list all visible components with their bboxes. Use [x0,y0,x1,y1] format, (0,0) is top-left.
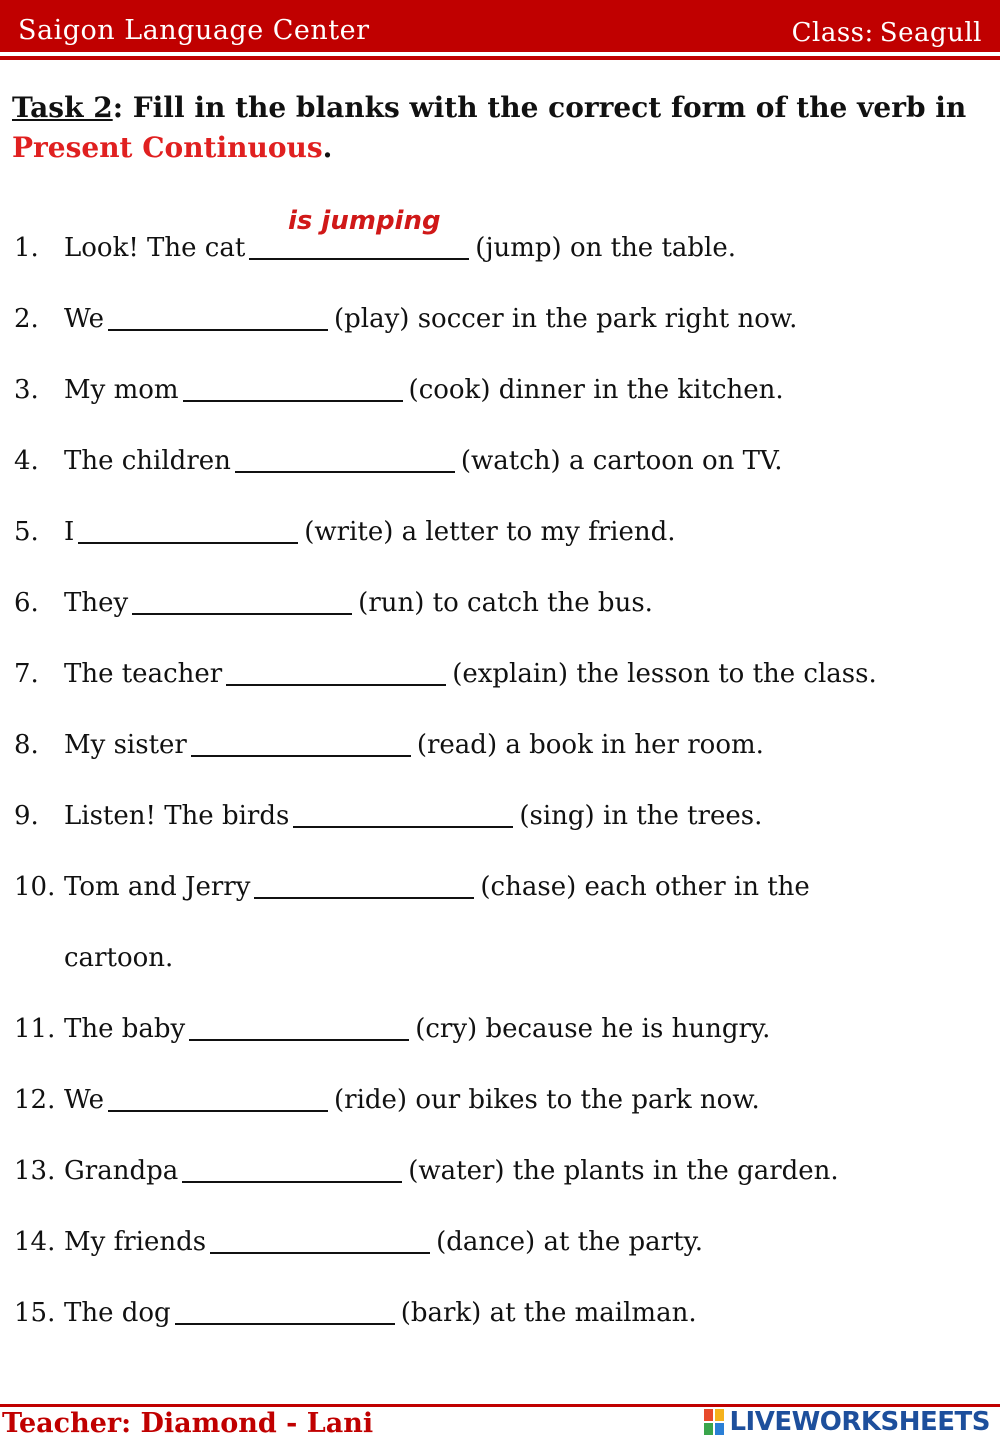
answer-blank[interactable] [108,301,328,331]
class-info [786,18,982,48]
item-text-after: (write) a letter to my friend. [304,517,676,547]
list-item [14,796,974,836]
item-text-before: Grandpa [64,1156,179,1186]
item-text-after: (chase) each other in the [480,872,810,902]
item-text-before: The children [64,446,231,476]
item-text-after: (water) the plants in the garden. [408,1156,839,1186]
item-number: 7. [14,659,39,689]
item-text-after: (sing) in the trees. [519,801,763,831]
item-number: 13. [14,1156,56,1186]
answer-blank[interactable] [175,1295,395,1325]
item-text-before: Tom and Jerry [64,872,251,902]
list-item [14,1009,974,1049]
item-number: 15. [14,1298,56,1328]
list-item [14,1080,974,1120]
task-label: Task 2 [12,91,113,124]
item-number: 4. [14,446,39,476]
item-text-after: (jump) on the table. [475,233,737,263]
answer-blank[interactable] [189,1011,409,1041]
item-number: 9. [14,801,39,831]
answer-blank[interactable] [254,869,474,899]
item-number: 8. [14,730,39,760]
class-name: Seagull [879,18,982,48]
item-text-before: Listen! The birds [64,801,290,831]
list-item [14,583,974,623]
item-text-before: The dog [64,1298,171,1328]
header-bar [0,0,1000,52]
list-item [14,206,974,268]
answer-blank[interactable] [226,656,446,686]
item-text-before: The baby [64,1014,186,1044]
list-item [14,370,974,410]
item-text-after: (cry) because he is hungry. [415,1014,771,1044]
item-text-before: We [64,1085,104,1115]
item-text-before: We [64,304,104,334]
class-label: Class: [791,18,874,48]
item-text-before: My friends [64,1227,207,1257]
item-text-continuation: cartoon. [64,943,174,973]
list-item [14,654,974,694]
item-number: 5. [14,517,39,547]
item-number: 10. [14,872,56,902]
item-text-before: They [64,588,129,618]
item-text-before: I [64,517,75,547]
filled-answer: is jumping [287,206,441,236]
answer-blank[interactable] [293,798,513,828]
item-text-before: My sister [64,730,187,760]
answer-blank[interactable] [183,372,403,402]
item-text-after: (play) soccer in the park right now. [334,304,798,334]
list-item [14,725,974,765]
list-item [14,441,974,481]
item-number: 14. [14,1227,56,1257]
list-item [14,512,974,552]
header-divider [0,56,1000,60]
item-number: 12. [14,1085,56,1115]
item-text-before: The teacher [64,659,223,689]
item-text-after: (read) a book in her room. [416,730,764,760]
task-instructions [12,88,972,168]
item-number: 2. [14,304,39,334]
answer-blank[interactable] [210,1224,430,1254]
answer-blank[interactable] [249,206,469,260]
item-number: 1. [14,233,39,263]
liveworksheets-logo-icon [703,1408,725,1436]
item-number: 3. [14,375,39,405]
item-text-after: (watch) a cartoon on TV. [460,446,783,476]
answer-blank[interactable] [191,727,411,757]
item-text-after: (ride) our bikes to the park now. [334,1085,760,1115]
item-text-after: (dance) at the party. [436,1227,704,1257]
school-name: Saigon Language Center [18,15,370,46]
item-text-after: (cook) dinner in the kitchen. [408,375,784,405]
item-text-after: (run) to catch the bus. [358,588,653,618]
list-item [14,867,974,907]
answer-blank[interactable] [132,585,352,615]
item-number: 11. [14,1014,56,1044]
answer-blank[interactable] [78,514,298,544]
item-number: 6. [14,588,39,618]
teacher-name: Teacher: Diamond - Lani [2,1408,374,1439]
item-text-after: (bark) at the mailman. [400,1298,697,1328]
list-item [14,1222,974,1262]
task-text: : Fill in the blanks with the correct form of the verb in [112,91,967,124]
list-item [14,1151,974,1191]
answer-blank[interactable] [108,1082,328,1112]
task-end: . [322,131,333,164]
answer-blank[interactable] [235,443,455,473]
list-item [14,1293,974,1333]
answer-blank[interactable] [182,1153,402,1183]
item-text-before: My mom [64,375,179,405]
list-item [14,299,974,339]
task-tense-highlight: Present Continuous [12,131,323,164]
brand-text: LIVEWORKSHEETS [729,1407,990,1437]
item-text-after: (explain) the lesson to the class. [452,659,877,689]
brand-logo [703,1406,990,1438]
item-text-before: Look! The cat [64,233,246,263]
